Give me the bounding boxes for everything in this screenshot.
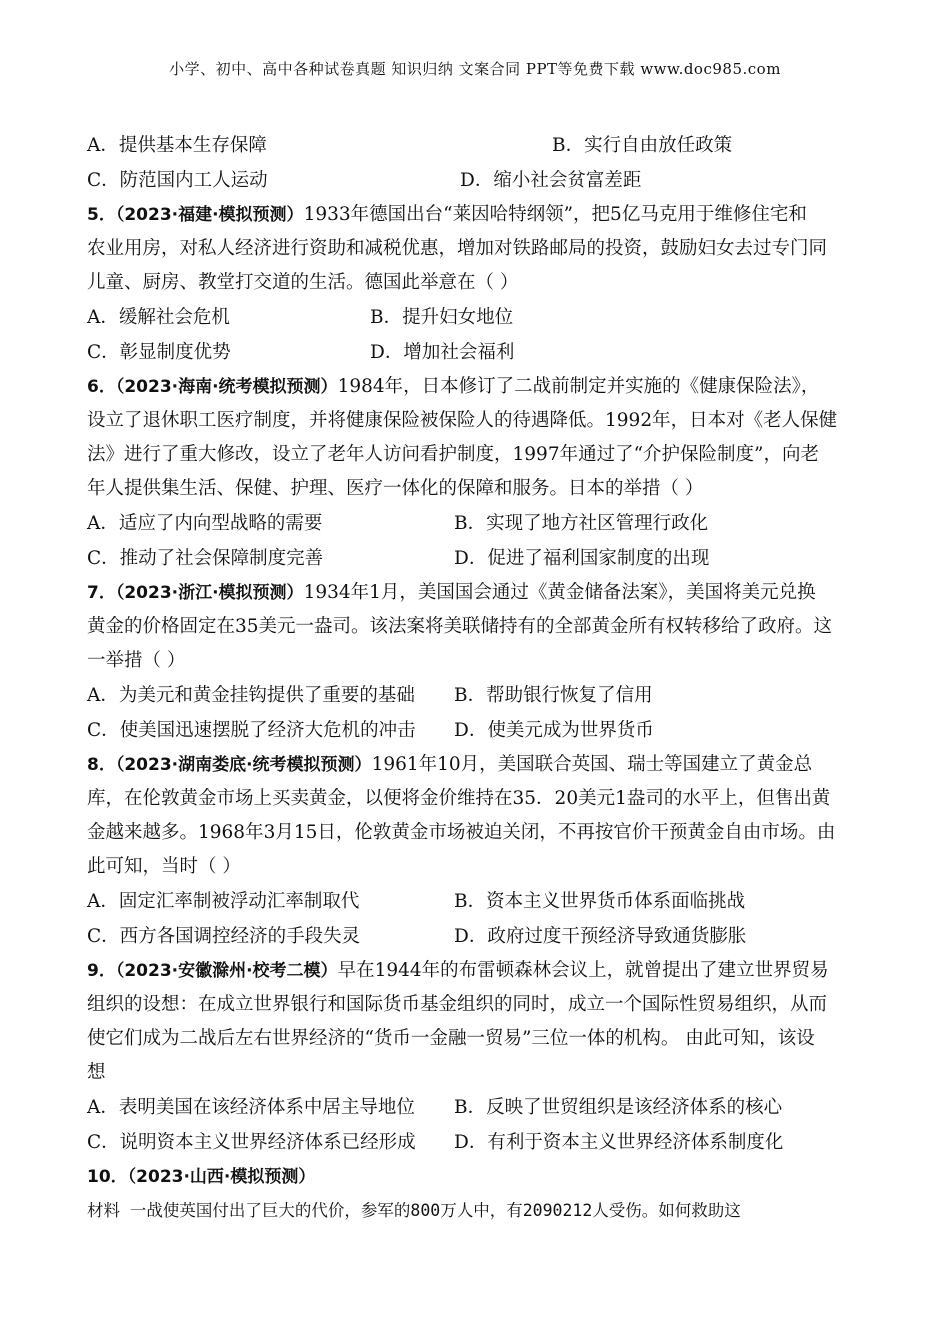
question-8: [87, 748, 877, 954]
q4-options-row-1: [87, 128, 877, 163]
q4-option-a: A．提供基本生存保障: [87, 135, 267, 156]
question-line: 库，在伦敦黄金市场上买卖黄金，以便将金价维持在35．20美元1盎司的水平上，但售出黄: [87, 788, 831, 809]
question-line: [87, 370, 877, 404]
question-line: [87, 954, 877, 988]
option-d: D．促进了福利国家制度的出现: [454, 548, 710, 569]
option-a: A．为美元和黄金挂钩提供了重要的基础: [87, 685, 415, 706]
options-row: [87, 300, 877, 335]
option-c: C．西方各国调控经济的手段失灵: [87, 926, 361, 947]
option-c: C．彰显制度优势: [87, 342, 231, 363]
options-row: [87, 335, 877, 370]
option-b: B．资本主义世界货币体系面临挑战: [454, 891, 746, 912]
q4-option-c: C．防范国内工人运动: [87, 170, 268, 191]
question-number: 9．（2023·安徽滁州·校考二模）: [87, 961, 338, 981]
options-row: [87, 678, 877, 713]
option-c: C．说明资本主义世界经济体系已经形成: [87, 1132, 416, 1153]
material-text: 材料 一战使英国付出了巨大的代价，参军的800万人中，有2090212人受伤。如何救助这: [87, 1201, 741, 1220]
question-line: 组织的设想：在成立世界银行和国际货币基金组织的同时，成立一个国际性贸易组织，从而: [87, 994, 828, 1015]
option-b: B．提升妇女地位: [370, 307, 514, 328]
question-5: [87, 198, 877, 370]
options-row: [87, 713, 877, 748]
page-header: 小学、初中、高中各种试卷真题 知识归纳 文案合同 PPT等免费下载 www.doc985.com: [169, 60, 781, 78]
options-row: [87, 884, 877, 919]
question-9: [87, 954, 877, 1160]
option-b: B．反映了世贸组织是该经济体系的核心: [454, 1097, 783, 1118]
question-line: 设立了退休职工医疗制度，并将健康保险被保险人的待遇降低。1992年，日本对《老人保健: [87, 410, 838, 431]
option-c: C．推动了社会保障制度完善: [87, 548, 324, 569]
options-row: [87, 1090, 877, 1125]
option-c: C．使美国迅速摆脱了经济大危机的冲击: [87, 720, 416, 741]
option-d: D．政府过度干预经济导致通货膨胀: [454, 926, 747, 947]
question-line: 农业用房，对私人经济进行资助和减税优惠，增加对铁路邮局的投资，鼓励妇女去过专门同: [87, 238, 828, 259]
option-b: B．帮助银行恢复了信用: [454, 685, 653, 706]
options-row: [87, 541, 877, 576]
question-number: 8．（2023·湖南娄底·统考模拟预测）: [87, 755, 372, 775]
question-line: [87, 748, 877, 782]
option-a: A．适应了内向型战略的需要: [87, 513, 323, 534]
question-line: 年人提供集生活、保健、护理、医疗一体化的保障和服务。日本的举措（ ）: [87, 478, 704, 499]
question-line: 金越来越多。1968年3月15日，伦敦黄金市场被迫关闭，不再按官价干预黄金自由市场。由: [87, 822, 836, 843]
question-line: [87, 198, 877, 232]
question-10: [87, 1160, 877, 1228]
q4-options-row-2: [87, 163, 877, 198]
question-6: [87, 370, 877, 576]
question-text: 早在1944年的布雷顿森林会议上，就曾提出了建立世界贸易: [337, 960, 829, 981]
question-number: 6．（2023·海南·统考模拟预测）: [87, 377, 338, 397]
option-b: B．实现了地方社区管理行政化: [454, 513, 709, 534]
q4-option-b: B．实行自由放任政策: [552, 135, 733, 156]
question-text: 1984年，日本修订了二战前制定并实施的《健康保险法》，: [337, 376, 820, 397]
question-number: 10．（2023·山西·模拟预测）: [87, 1167, 316, 1187]
question-text: 1934年1月，美国国会通过《黄金储备法案》，美国将美元兑换: [303, 582, 816, 603]
question-number: 5．（2023·福建·模拟预测）: [87, 205, 304, 225]
question-number: 7．（2023·浙江·模拟预测）: [87, 583, 304, 603]
question-line: 黄金的价格固定在35美元一盎司。该法案将美联储持有的全部黄金所有权转移给了政府。这: [87, 616, 833, 637]
question-line: 儿童、厨房、教堂打交道的生活。德国此举意在（ ）: [87, 272, 519, 293]
option-d: D．增加社会福利: [370, 342, 515, 363]
exam-content: [87, 128, 877, 1228]
question-text: 1961年10月，美国联合英国、瑞士等国建立了黄金总: [371, 754, 813, 775]
question-7: [87, 576, 877, 748]
question-line: 一举措（ ）: [87, 650, 186, 671]
question-line: 此可知，当时（ ）: [87, 856, 241, 877]
question-line: 想: [87, 1062, 106, 1083]
question-line: [87, 1160, 877, 1194]
q4-option-d: D．缩小社会贫富差距: [460, 170, 642, 191]
option-d: D．使美元成为世界货币: [454, 720, 654, 741]
option-a: A．固定汇率制被浮动汇率制取代: [87, 891, 360, 912]
option-a: A．表明美国在该经济体系中居主导地位: [87, 1097, 415, 1118]
question-text: 1933年德国出台“莱因哈特纲领”，把5亿马克用于维修住宅和: [303, 204, 807, 225]
option-a: A．缓解社会危机: [87, 307, 230, 328]
options-row: [87, 506, 877, 541]
question-line: 使它们成为二战后左右世界经济的“货币一金融一贸易”三位一体的机构。 由此可知，该设: [87, 1028, 815, 1049]
option-d: D．有利于资本主义世界经济体系制度化: [454, 1132, 784, 1153]
question-line: 法》进行了重大修改，设立了老年人访问看护制度，1997年通过了“介护保险制度”，向老: [87, 444, 819, 465]
options-row: [87, 1125, 877, 1160]
question-line: [87, 576, 877, 610]
options-row: [87, 919, 877, 954]
